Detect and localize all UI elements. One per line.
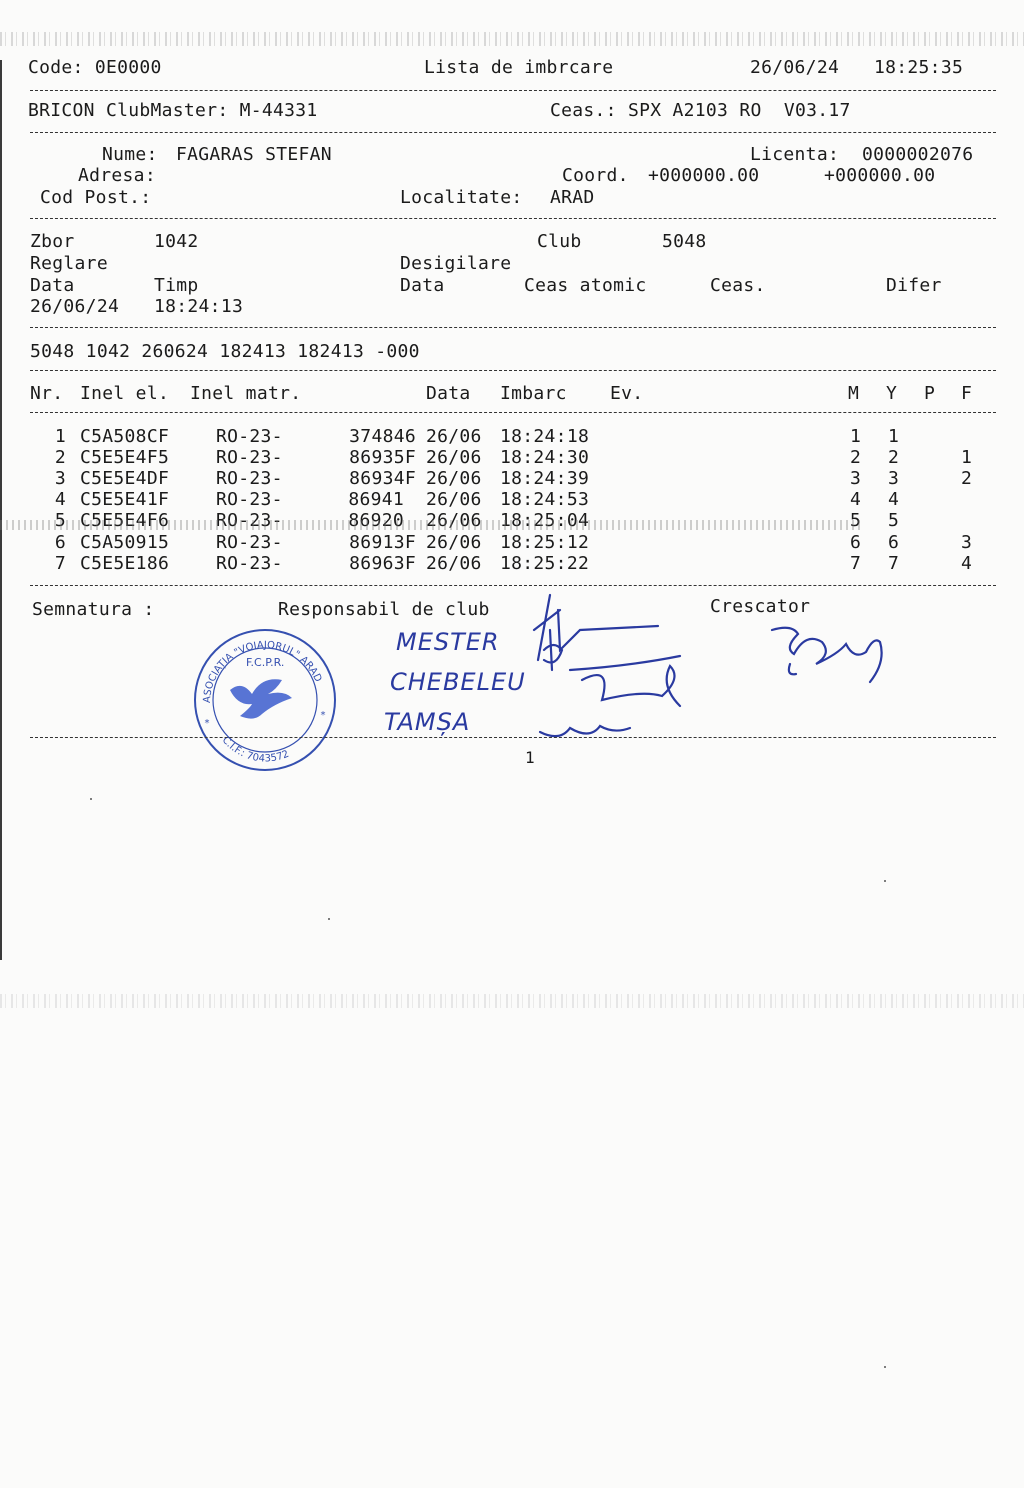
difference-label: Difer — [886, 275, 942, 296]
flight-label: Zbor — [30, 231, 75, 252]
row-date: 26/06 — [426, 553, 482, 574]
code-label: Code: 0E0000 — [28, 57, 162, 78]
print-date: 26/06/24 — [750, 57, 840, 78]
col-ev: Ev. — [610, 383, 644, 404]
row-ring-no: 86941 — [348, 489, 404, 510]
club-responsible-label: Responsabil de club — [278, 599, 490, 620]
owner-name: FAGARAS STEFAN — [176, 144, 332, 165]
row-ring-el: C5A508CF — [80, 426, 170, 447]
row-y: 6 — [888, 532, 900, 553]
scan-speck — [884, 1366, 886, 1368]
scan-noise-row — [0, 520, 860, 530]
stamp-cif-text: C.I.F.: 7043572 — [219, 734, 291, 765]
flight-number: 1042 — [154, 231, 199, 252]
row-nr: 6 — [54, 532, 66, 553]
address-label: Adresa: — [78, 165, 156, 186]
document-title: Lista de imbrcare — [424, 57, 614, 78]
row-y: 2 — [888, 447, 900, 468]
clubmaster-id: BRICON ClubMaster: M-44331 — [28, 100, 318, 121]
row-nr: 1 — [54, 426, 66, 447]
row-ring-no: 86934F — [349, 468, 416, 489]
divider — [30, 412, 996, 413]
row-nr: 7 — [54, 553, 66, 574]
row-ring-no: 86920 — [348, 510, 404, 531]
setting-time: 18:24:13 — [154, 296, 244, 317]
postcode-label: Cod Post.: — [40, 187, 152, 208]
scan-speck — [884, 880, 886, 882]
row-time: 18:24:18 — [500, 426, 590, 447]
atomic-clock-label: Ceas atomic — [524, 275, 647, 296]
row-m: 1 — [850, 426, 862, 447]
row-ring-el: C5E5E4DF — [80, 468, 170, 489]
col-m: M — [848, 383, 860, 404]
row-time: 18:25:12 — [500, 532, 590, 553]
row-prefix: RO-23- — [216, 468, 283, 489]
row-y: 3 — [888, 468, 900, 489]
row-prefix: RO-23- — [216, 532, 283, 553]
dove-icon — [230, 679, 292, 718]
row-ring-el: C5E5E4F5 — [80, 447, 170, 468]
row-date: 26/06 — [426, 532, 482, 553]
row-m: 7 — [850, 553, 862, 574]
svg-text:*: * — [204, 718, 211, 729]
clock-id: Ceas.: SPX A2103 RO V03.17 — [550, 100, 851, 121]
divider — [30, 327, 996, 328]
row-m: 3 — [850, 468, 862, 489]
row-m: 6 — [850, 532, 862, 553]
divider — [30, 585, 996, 586]
col-y: Y — [886, 383, 898, 404]
stamp-inner-text: F.C.P.R. — [246, 656, 285, 669]
scan-noise-top — [0, 32, 1024, 46]
row-ring-no: 374846 — [349, 426, 416, 447]
row-ring-no: 86935F — [349, 447, 416, 468]
row-y: 1 — [888, 426, 900, 447]
name-label: Nume: — [102, 144, 158, 165]
col-date: Data — [426, 383, 471, 404]
code-line: 5048 1042 260624 182413 182413 -000 — [30, 341, 420, 362]
row-y: 7 — [888, 553, 900, 574]
col-nr: Nr. — [30, 383, 64, 404]
row-nr: 2 — [54, 447, 66, 468]
license-number: 0000002076 — [862, 144, 974, 165]
handwritten-signature-3 — [540, 726, 630, 736]
row-date: 26/06 — [426, 426, 482, 447]
row-time: 18:24:53 — [500, 489, 590, 510]
row-time: 18:24:39 — [500, 468, 590, 489]
row-ring-el: C5E5E186 — [80, 553, 170, 574]
row-ring-el: C5E5E4F6 — [80, 510, 170, 531]
row-date: 26/06 — [426, 447, 482, 468]
breeder-signature — [772, 628, 882, 682]
signature-scribbles — [520, 590, 980, 750]
scan-noise-bottom — [0, 994, 1024, 1008]
divider — [30, 370, 996, 371]
unseal-label: Desigilare — [400, 253, 512, 274]
row-m: 2 — [850, 447, 862, 468]
divider — [30, 737, 996, 738]
breeder-label: Crescator — [710, 596, 811, 617]
row-f: 4 — [961, 553, 973, 574]
page-number: 1 — [525, 748, 535, 767]
club-label: Club — [537, 231, 582, 252]
row-ring-no: 86963F — [349, 553, 416, 574]
clock-label: Ceas. — [710, 275, 766, 296]
row-ring-no: 86913F — [349, 532, 416, 553]
license-label: Licenta: — [750, 144, 840, 165]
svg-text:*: * — [320, 710, 327, 721]
col-p: P — [924, 383, 936, 404]
row-nr: 4 — [54, 489, 66, 510]
row-time: 18:25:04 — [500, 510, 590, 531]
divider — [30, 132, 996, 133]
row-time: 18:25:22 — [500, 553, 590, 574]
association-stamp — [190, 628, 340, 773]
row-ring-el: C5A50915 — [80, 532, 170, 553]
col-ring-el: Inel el. — [80, 383, 170, 404]
row-y: 4 — [888, 489, 900, 510]
club-number: 5048 — [662, 231, 707, 252]
locality-label: Localitate: — [400, 187, 523, 208]
divider — [30, 218, 996, 219]
coord-y: +000000.00 — [824, 165, 936, 186]
scan-speck — [328, 918, 330, 920]
row-y: 5 — [888, 510, 900, 531]
divider — [30, 90, 996, 91]
row-prefix: RO-23- — [216, 510, 283, 531]
row-prefix: RO-23- — [216, 426, 283, 447]
setting-label: Reglare — [30, 253, 108, 274]
row-nr: 5 — [54, 510, 66, 531]
locality: ARAD — [550, 187, 595, 208]
coord-label: Coord. — [562, 165, 629, 186]
row-m: 5 — [850, 510, 862, 531]
row-time: 18:24:30 — [500, 447, 590, 468]
signature-label: Semnatura : — [32, 599, 155, 620]
row-prefix: RO-23- — [216, 553, 283, 574]
print-time: 18:25:35 — [874, 57, 964, 78]
scan-edge-mark — [0, 60, 2, 960]
scan-speck — [90, 798, 92, 800]
row-f: 1 — [961, 447, 973, 468]
row-f: 3 — [961, 532, 973, 553]
coord-x: +000000.00 — [648, 165, 760, 186]
handwritten-name-2: CHEBELEU — [390, 668, 526, 696]
row-date: 26/06 — [426, 510, 482, 531]
date-label: Data — [30, 275, 75, 296]
col-embark: Imbarc — [500, 383, 567, 404]
handwritten-name-3: TAMȘA — [384, 708, 471, 736]
row-date: 26/06 — [426, 489, 482, 510]
setting-date: 26/06/24 — [30, 296, 120, 317]
row-nr: 3 — [54, 468, 66, 489]
row-m: 4 — [850, 489, 862, 510]
row-prefix: RO-23- — [216, 489, 283, 510]
unseal-date-label: Data — [400, 275, 445, 296]
handwritten-signature-2 — [544, 645, 680, 706]
row-date: 26/06 — [426, 468, 482, 489]
stamp-outer-text: ASOCIAȚIA "VOIAJORUL" ARAD — [201, 639, 324, 704]
club-responsible-signature — [534, 595, 658, 670]
col-f: F — [961, 383, 973, 404]
handwritten-name-1: MESTER — [396, 628, 500, 656]
row-f: 2 — [961, 468, 973, 489]
time-label: Timp — [154, 275, 199, 296]
row-prefix: RO-23- — [216, 447, 283, 468]
col-ring-matr: Inel matr. — [190, 383, 302, 404]
row-ring-el: C5E5E41F — [80, 489, 170, 510]
